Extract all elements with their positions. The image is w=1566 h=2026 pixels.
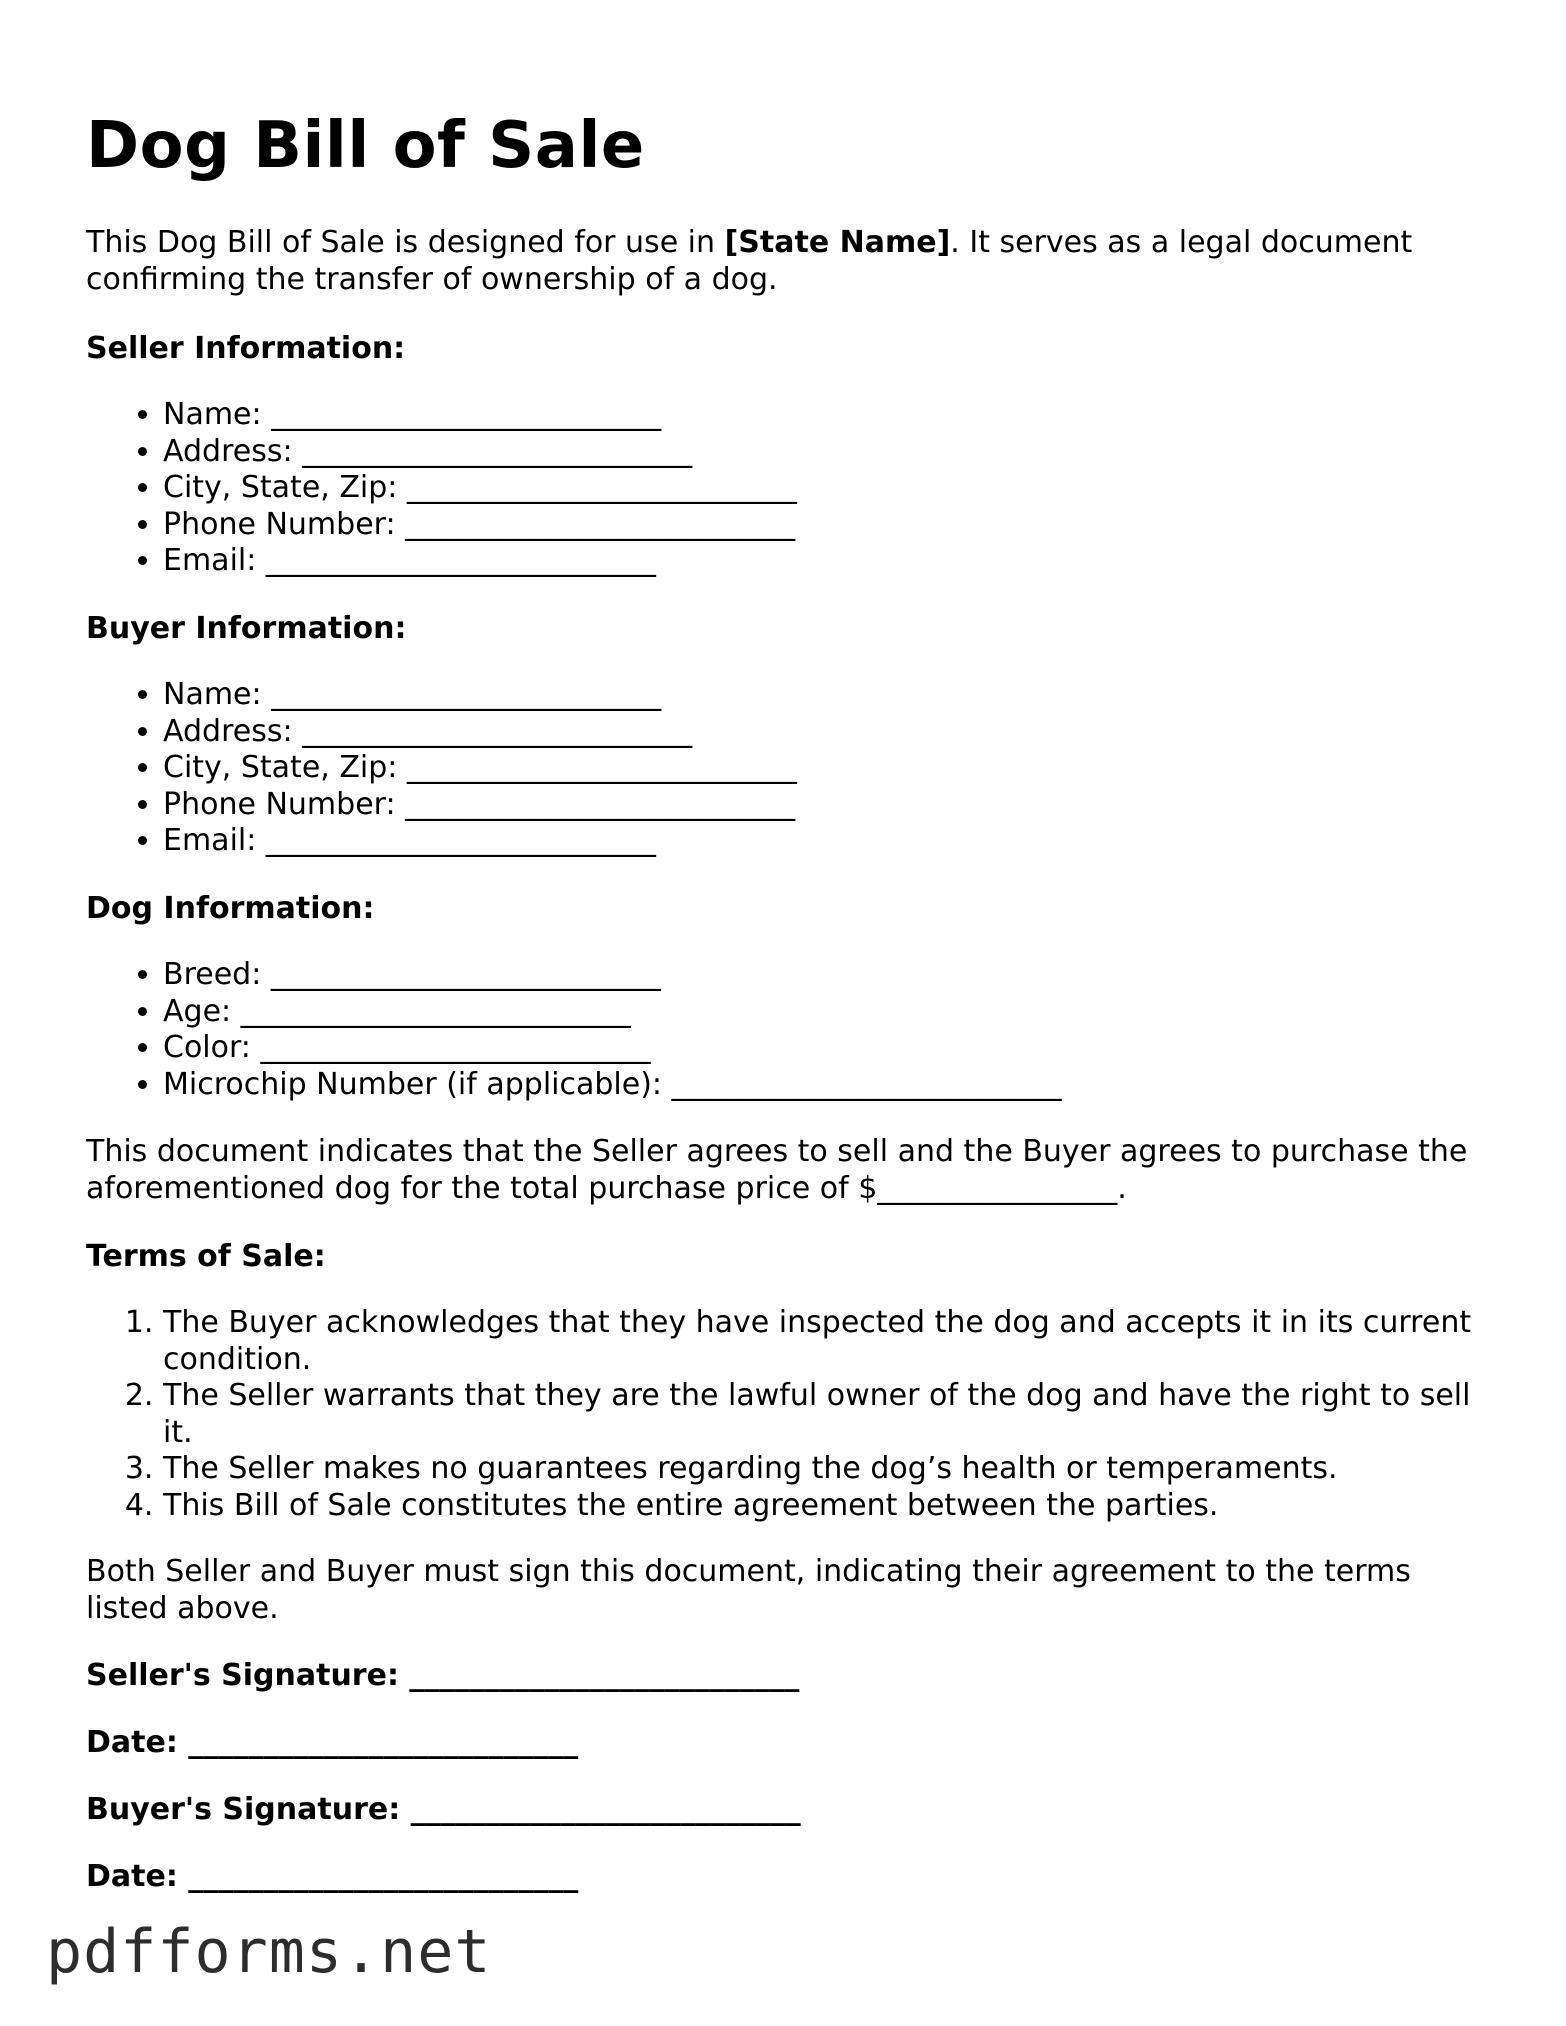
term-item: 1. The Buyer acknowledges that they have inspected the dog and accepts it in its current condition. xyxy=(163,1305,1486,1378)
seller-name-field: • Name: __________________________ xyxy=(163,397,1486,434)
term-item: 3. The Seller makes no guarantees regarding the dog’s health or temperaments. xyxy=(163,1451,1486,1488)
seller-city-state-zip-field: • City, State, Zip: __________________________ xyxy=(163,470,1486,507)
buyer-date-line: Date: __________________________ xyxy=(86,1859,579,1894)
seller-heading: Seller Information: xyxy=(86,331,406,366)
dog-color-field: • Color: __________________________ xyxy=(163,1030,1486,1067)
terms-heading: Terms of Sale: xyxy=(86,1239,326,1274)
seller-fields-list xyxy=(86,397,1486,580)
seller-date-line: Date: __________________________ xyxy=(86,1725,579,1760)
dog-breed-field: • Breed: __________________________ xyxy=(163,957,1486,994)
buyer-heading: Buyer Information: xyxy=(86,611,407,646)
term-item: 2. The Seller warrants that they are the lawful owner of the dog and have the right to sell it. xyxy=(163,1378,1486,1451)
buyer-city-state-zip-field: • City, State, Zip: __________________________ xyxy=(163,750,1486,787)
buyer-fields-list xyxy=(86,677,1486,860)
dog-heading: Dog Information: xyxy=(86,891,375,926)
seller-email-field: • Email: __________________________ xyxy=(163,543,1486,580)
seller-phone-field: • Phone Number: __________________________ xyxy=(163,507,1486,544)
seller-address-field: • Address: __________________________ xyxy=(163,434,1486,471)
buyer-phone-field: • Phone Number: __________________________ xyxy=(163,787,1486,824)
buyer-name-field: • Name: __________________________ xyxy=(163,677,1486,714)
term-item: 4. This Bill of Sale constitutes the entire agreement between the parties. xyxy=(163,1488,1486,1525)
seller-signature-line: Seller's Signature: __________________________ xyxy=(86,1658,800,1693)
buyer-signature-line: Buyer's Signature: __________________________ xyxy=(86,1792,801,1827)
agreement-paragraph: This document indicates that the Seller agrees to sell and the Buyer agrees to purchase the aforementioned dog for the total purchase price of $________________. xyxy=(86,1134,1468,1206)
intro-prefix: This Dog Bill of Sale is designed for use in xyxy=(86,225,725,260)
watermark-logo: pdfforms.net xyxy=(46,1917,492,1987)
closing-paragraph: Both Seller and Buyer must sign this document, indicating their agreement to the terms listed above. xyxy=(86,1554,1411,1626)
intro-paragraph xyxy=(86,224,1486,298)
page-title: Dog Bill of Sale xyxy=(86,109,645,183)
buyer-address-field: • Address: __________________________ xyxy=(163,714,1486,751)
intro-state-placeholder: [State Name] xyxy=(724,225,951,260)
terms-list xyxy=(86,1305,1486,1525)
dog-age-field: • Age: __________________________ xyxy=(163,994,1486,1031)
dog-fields-list xyxy=(86,957,1486,1103)
buyer-email-field: • Email: __________________________ xyxy=(163,823,1486,860)
intro-suffix: . It serves as a legal document confirming the transfer of ownership of a dog. xyxy=(86,225,1413,297)
dog-microchip-field: • Microchip Number (if applicable): __________________________ xyxy=(163,1067,1486,1104)
